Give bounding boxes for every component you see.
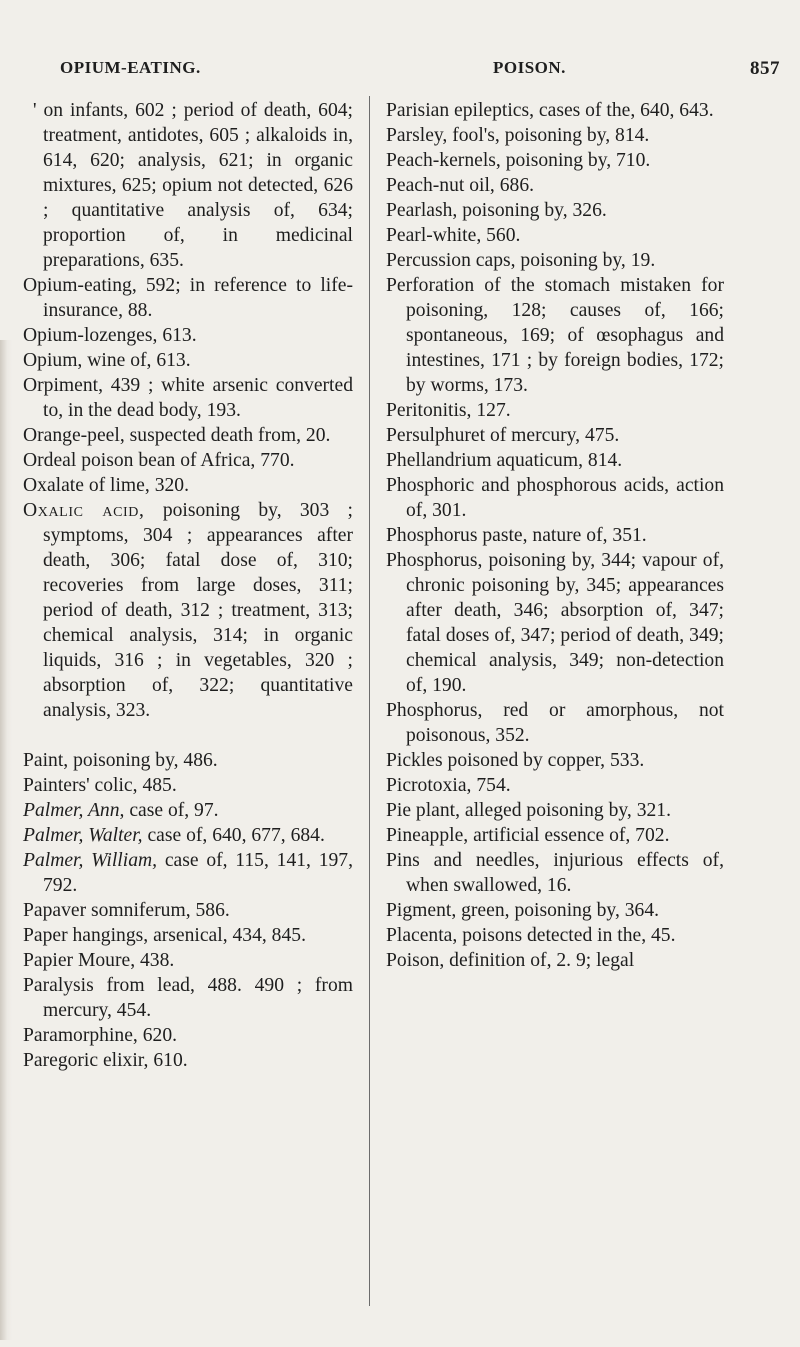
index-entry: Orpiment, 439 ; white arsenic converted to, in the dead body, 193.: [23, 375, 353, 421]
index-entry: Opium, wine of, 613.: [23, 350, 191, 371]
index-entry: Pins and needles, injurious effects of, when swallowed, 16.: [386, 850, 724, 896]
index-entry: Phosphorus, poisoning by, 344; vapour of, chronic poisoning by, 345; appearances after death, 346; absorption of, 347; fatal doses of, 347; period of death, 349; chemical analysis, 349; non-detection of, 190.: [386, 550, 724, 696]
index-entry: Peritonitis, 127.: [386, 400, 511, 421]
index-entry: Phosphorus paste, nature of, 351.: [386, 525, 647, 546]
column-divider: [369, 96, 370, 1306]
index-entry: Palmer, Walter, case of, 640, 677, 684.: [23, 825, 325, 846]
page-number: 857: [750, 58, 780, 79]
index-entry: Perforation of the stomach mistaken for poisoning, 128; causes of, 166; spontaneous, 169; of œsophagus and intestines, 171 ; by foreign bodies, 172; by worms, 173.: [386, 275, 724, 396]
index-entry: Pigment, green, poisoning by, 364.: [386, 900, 660, 921]
index-entry: Papier Moure, 438.: [23, 950, 175, 971]
index-entry: Phosphorus, red or amorphous, not poisonous, 352.: [386, 700, 724, 746]
index-entry: Pineapple, artificial essence of, 702.: [386, 825, 670, 846]
index-entry: Parsley, fool's, poisoning by, 814.: [386, 125, 650, 146]
index-entry: Phosphoric and phosphorous acids, action of, 301.: [386, 475, 724, 521]
index-entry: Pickles poisoned by copper, 533.: [386, 750, 645, 771]
running-header: [60, 58, 780, 86]
section-gap: [23, 723, 353, 748]
index-entry: Parisian epileptics, cases of the, 640, 643.: [386, 100, 714, 121]
index-entry: Ordeal poison bean of Africa, 770.: [23, 450, 295, 471]
index-entry: Picrotoxia, 754.: [386, 775, 511, 796]
page-edge-shadow: [0, 340, 12, 1340]
left-column: [23, 98, 353, 1073]
index-entry: Paralysis from lead, 488. 490 ; from mercury, 454.: [23, 975, 353, 1021]
right-column: [386, 98, 724, 973]
index-entry: Opium-lozenges, 613.: [23, 325, 197, 346]
index-entry: Painters' colic, 485.: [23, 775, 177, 796]
index-entry: Papaver somniferum, 586.: [23, 900, 230, 921]
index-entry: ' on infants, 602 ; period of death, 604; treatment, antidotes, 605 ; alkaloids in, 614, 620; analysis, 621; in organic mixtures, 625; opium not detected, 626 ; quantitative analysis of, 634; proportion of, in medicinal preparations, 635.: [33, 100, 353, 271]
index-entry: Opium-eating, 592; in reference to life-insurance, 88.: [23, 275, 353, 321]
index-entry: Orange-peel, suspected death from, 20.: [23, 425, 331, 446]
index-entry: Peach-kernels, poisoning by, 710.: [386, 150, 651, 171]
index-entry: Paramorphine, 620.: [23, 1025, 178, 1046]
index-entry: Paint, poisoning by, 486.: [23, 750, 218, 771]
index-entry: Pearl-white, 560.: [386, 225, 521, 246]
index-entry: Poison, definition of, 2. 9; legal: [386, 950, 635, 971]
index-entry: Palmer, Ann, case of, 97.: [23, 800, 219, 821]
index-entry: Paper hangings, arsenical, 434, 845.: [23, 925, 306, 946]
index-entry: Phellandrium aquaticum, 814.: [386, 450, 623, 471]
header-left-keyword: OPIUM-EATING.: [60, 58, 201, 77]
index-entry: Oxalic acid, poisoning by, 303 ; symptoms, 304 ; appearances after death, 306; fatal dose of, 310; recoveries from large doses, 311; period of death, 312 ; treatment, 313; chemical analysis, 314; in organic liquids, 316 ; in vegetables, 320 ; absorption of, 322; quantitative analysis, 323.: [23, 500, 353, 721]
index-entry: Percussion caps, poisoning by, 19.: [386, 250, 656, 271]
header-right-keyword: POISON.: [493, 58, 566, 77]
index-entry: Persulphuret of mercury, 475.: [386, 425, 620, 446]
index-entry: Pearlash, poisoning by, 326.: [386, 200, 607, 221]
index-entry: Palmer, William, case of, 115, 141, 197, 792.: [23, 850, 353, 896]
index-entry: Pie plant, alleged poisoning by, 321.: [386, 800, 671, 821]
index-entry: Peach-nut oil, 686.: [386, 175, 535, 196]
index-entry: Paregoric elixir, 610.: [23, 1050, 188, 1071]
index-entry: Placenta, poisons detected in the, 45.: [386, 925, 676, 946]
index-entry: Oxalate of lime, 320.: [23, 475, 189, 496]
